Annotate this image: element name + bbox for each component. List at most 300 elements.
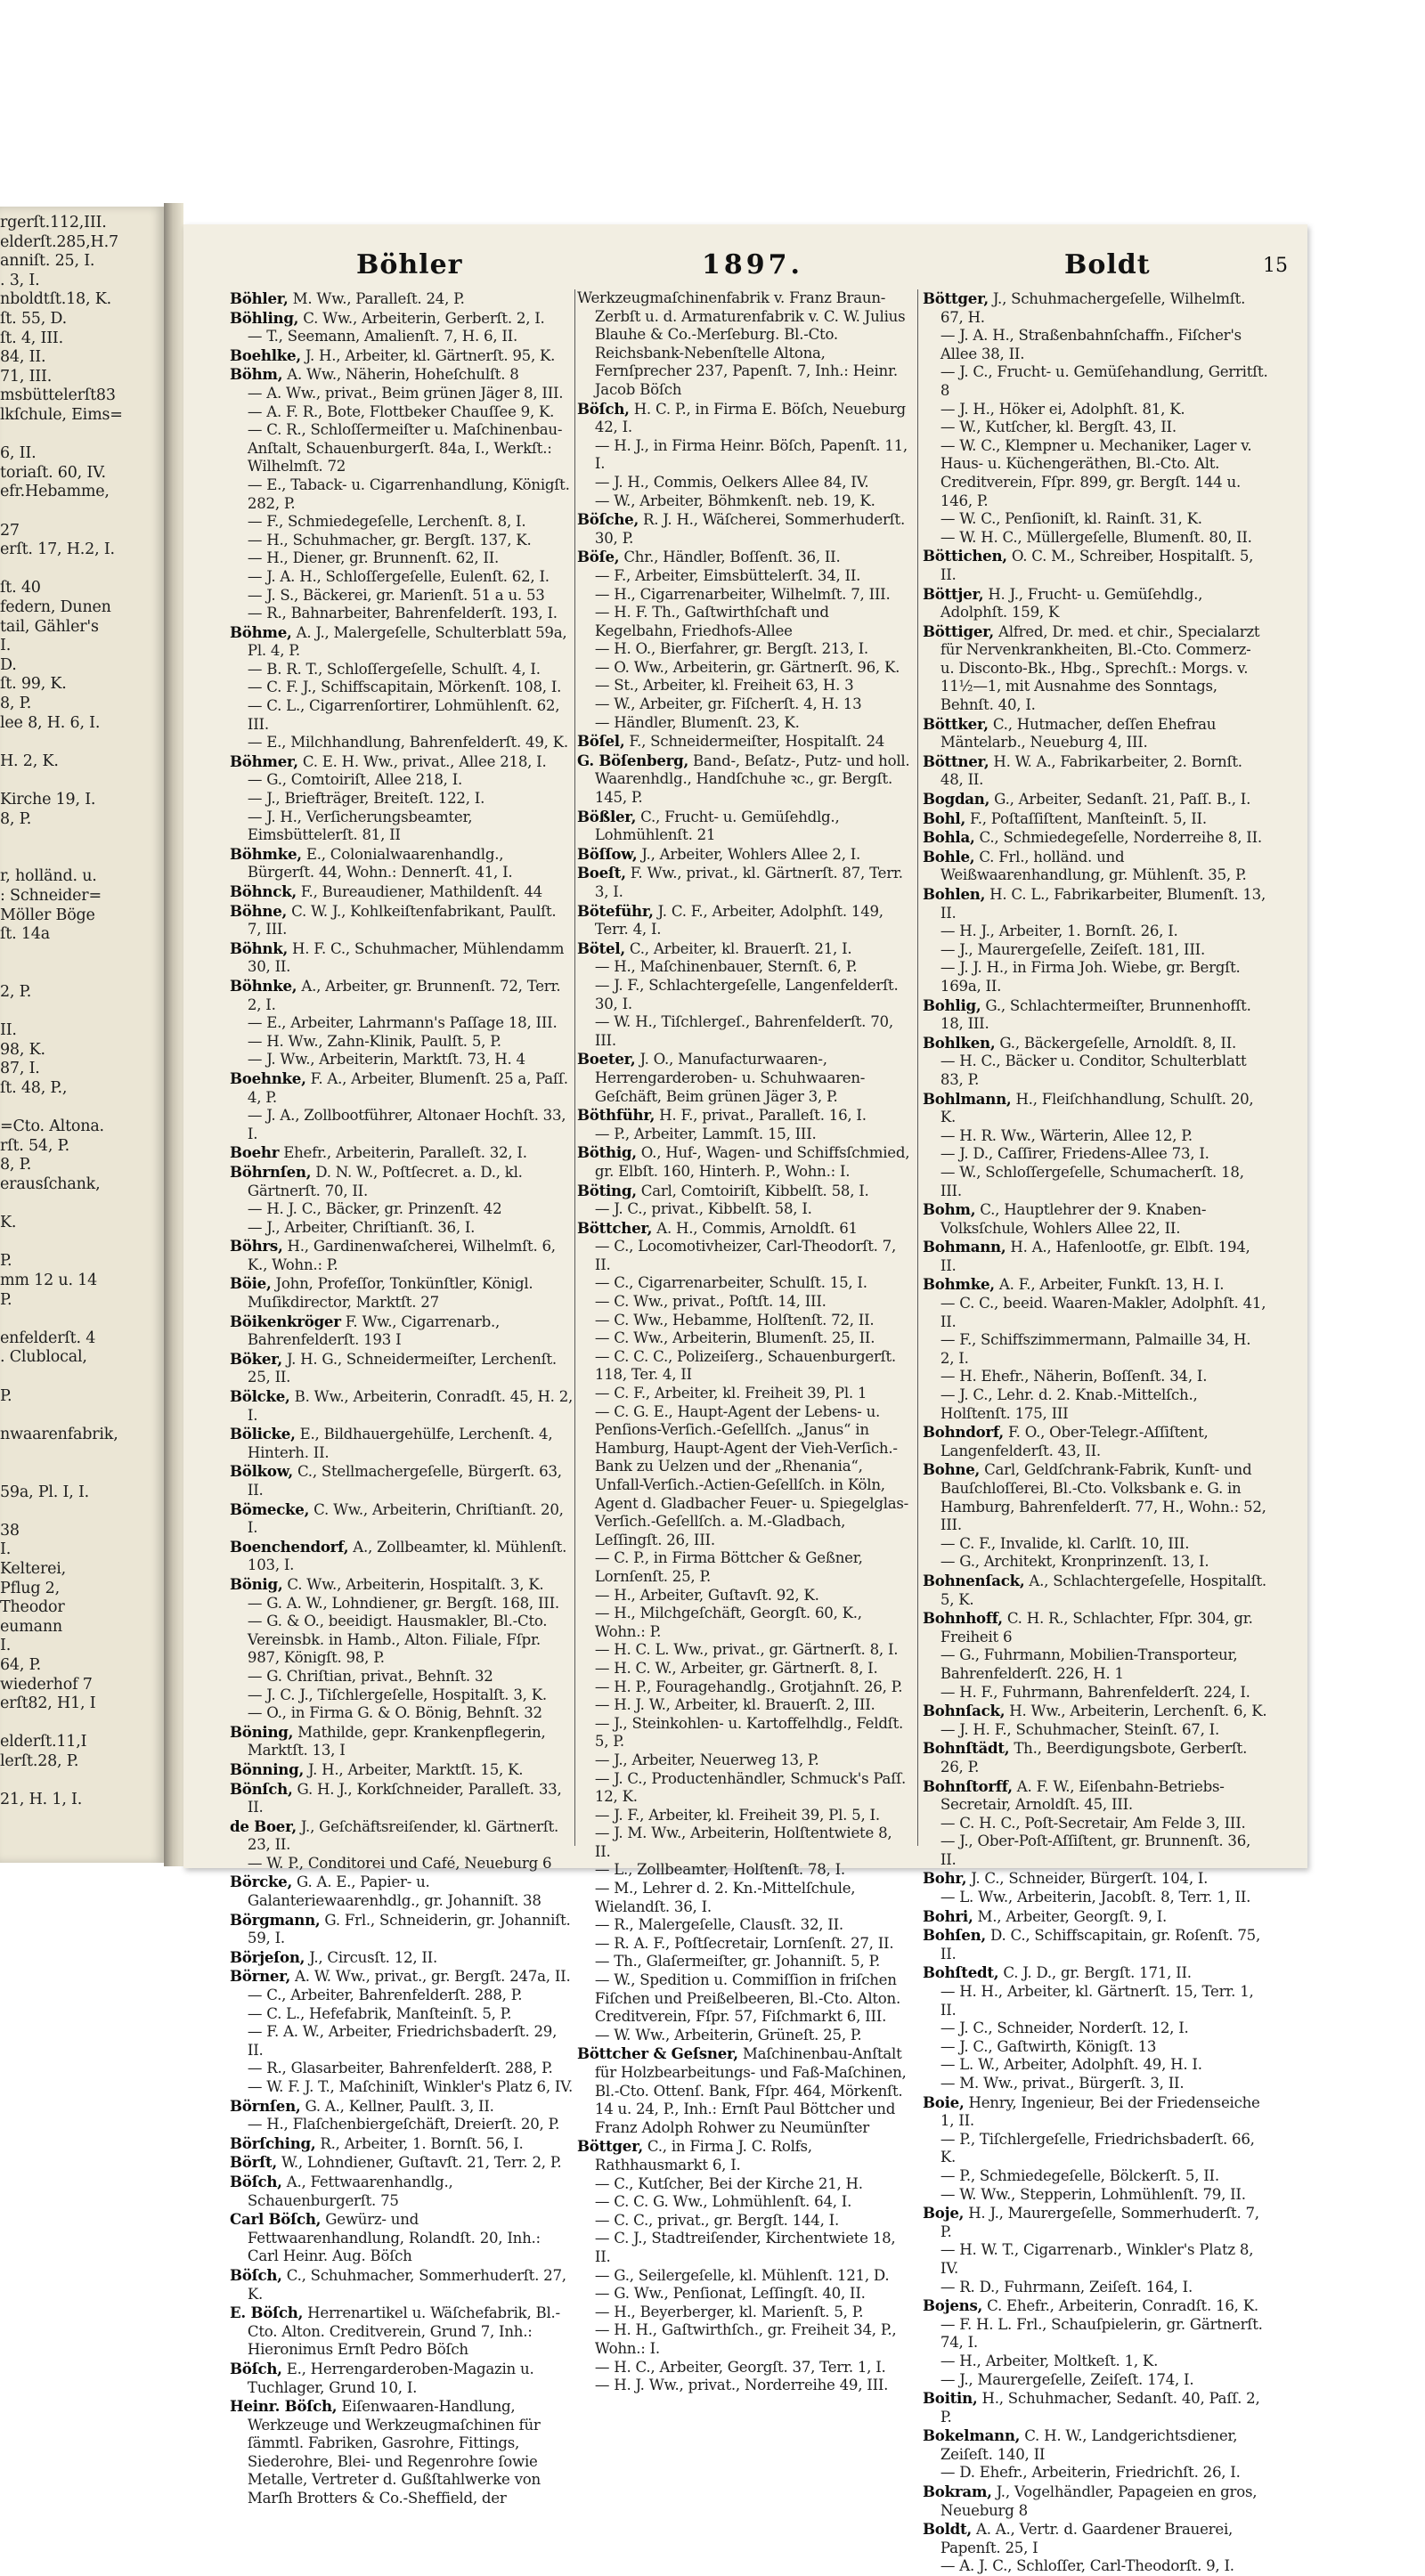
fragment-line: rgerſt.112,III. xyxy=(0,214,107,232)
directory-entry xyxy=(923,2093,1268,2205)
directory-entry xyxy=(230,1817,574,1873)
directory-entry xyxy=(230,2173,574,2210)
entry-surname: Heinr. Böſch, xyxy=(230,2397,338,2416)
fragment-line: ſt. 48, P., xyxy=(0,1079,68,1097)
directory-entry xyxy=(577,732,910,752)
entry-surname: Böhne, xyxy=(230,901,288,920)
directory-entry xyxy=(923,1460,1268,1572)
entry-surname: Bojens, xyxy=(923,2296,983,2315)
entry-surname: Bohr, xyxy=(923,1869,967,1888)
entry-details: C. Frl., holländ. und Weißwaarenhandlung, gr. Mühlenſt. 35, P. xyxy=(940,848,1247,884)
directory-entry xyxy=(923,996,1268,1034)
directory-entry xyxy=(230,2266,574,2304)
entry-details: C. J. D., gr. Bergſt. 171, II. — H. H., Arbeiter, kl. Gärtnerſt. 15, Terr. 1, II. — J. C., Schneider, Norderſt. 12, I. — J. C., Gaſtwirth, Königſt. 13 — L. W., Arbeiter, Adolphſt. 49, H. I. — M. Ww., privat., Bürgerſt. 3, II. xyxy=(940,1964,1254,2092)
entry-details: G. Frl., Schneiderin, gr. Johanniſt. 59, I. xyxy=(247,1911,571,1947)
entry-details: J., Arbeiter, Wohlers Allee 2, I. xyxy=(637,845,861,863)
directory-entry xyxy=(923,289,1268,547)
entry-details: D. C., Schiffscapitain, gr. Roſenſt. 75, II. xyxy=(940,1927,1261,1962)
directory-entry xyxy=(577,1143,910,1181)
entry-details: Werkzeugmaſchinenfabrik v. Franz Braun-Zerbſt u. d. Armaturenfabrik v. C. W. Julius Blauhe & Co.-Merſeburg. Bl.-Cto. Reichsbank-Nebenſtelle Altona, Fernſprecher 237, Papenſt. 7, Inh.: Heinr. Jacob Böſch xyxy=(577,289,906,398)
entry-details: M., Arbeiter, Georgſt. 9, I. xyxy=(973,1907,1168,1925)
entry-details: Carl, Geldſchrank-Fabrik, Kunſt- und Bauſchloſſerei, Bl.-Cto. Volksbank e. G. in Hamburg, Bahrenfelderſt. 77, H., Wohn.: 52, III. — C. F., Invalide, kl. Carlſt. 10, III. — G., Architekt, Kronprinzenſt. 13, I. xyxy=(940,1461,1266,1571)
entry-details: G. H. J., Korkſchneider, Paralleſt. 33, II. xyxy=(247,1780,562,1816)
entry-details: H. A., Hafenlootſe, gr. Elbſt. 194, II. xyxy=(940,1239,1250,1274)
directory-entry xyxy=(230,365,574,622)
directory-entry xyxy=(230,1425,574,1462)
fragment-line: 6, II. xyxy=(0,444,37,463)
entry-details: C., Hutmacher, deſſen Ehefrau Mäntelarb., Neueburg 4, III. xyxy=(940,715,1217,752)
entry-details: J. H. G., Schneidermeiſter, Lerchenſt. 25, II. xyxy=(247,1350,557,1386)
entry-surname: Böttiger, xyxy=(923,622,994,640)
fragment-line: Möller Böge xyxy=(0,906,95,924)
directory-entry xyxy=(923,585,1268,622)
entry-surname: Böſel, xyxy=(577,732,625,751)
entry-details: D. N. W., Poſtſecret. a. D., kl. Gärtnerſt. 70, II. — H. J. C., Bäcker, gr. Prinzenſt. 42 — J., Arbeiter, Chriſtianſt. 36, I. xyxy=(247,1163,523,1236)
directory-entry xyxy=(577,752,910,808)
directory-entry xyxy=(230,1911,574,1948)
entry-surname: Boldt, xyxy=(923,2520,972,2539)
entry-details: H. F. C., Schuhmacher, Mühlendamm 30, II. xyxy=(247,939,565,976)
entry-details: E., Herrengarderoben-Magazin u. Tuchlager, Grund 10, I. xyxy=(247,2360,534,2396)
directory-entry xyxy=(230,309,574,346)
directory-entry xyxy=(923,2520,1268,2576)
directory-entry xyxy=(923,2204,1268,2296)
entry-details: G., Schlachtermeiſter, Brunnenhofſt. 18, III. xyxy=(940,996,1251,1033)
fragment-line: P. xyxy=(0,1290,12,1309)
entry-details: A., Schlachtergeſelle, Hospitalſt. 5, K. xyxy=(940,1572,1266,1608)
entry-details: Gewürz- und Fettwaarenhandlung, Rolandſt. 20, Inh.: Carl Heinr. Aug. Böſch xyxy=(247,2211,541,2265)
entry-surname: Böhmer, xyxy=(230,752,298,770)
directory-entry xyxy=(923,2426,1268,2483)
directory-entry xyxy=(923,1423,1268,1460)
entry-surname: Bößler, xyxy=(577,807,637,825)
entry-surname: Boehlke, xyxy=(230,345,301,364)
entry-surname: Böhling, xyxy=(230,308,299,327)
directory-entry xyxy=(230,1780,574,1817)
entry-surname: Bohnſtorff, xyxy=(923,1776,1013,1795)
directory-column-1 xyxy=(230,289,574,2507)
entry-surname: Bohlen, xyxy=(923,885,986,903)
directory-entry xyxy=(230,2134,574,2154)
entry-surname: Bohmann, xyxy=(923,1238,1006,1256)
entry-details: C., Stellmachergeſelle, Bürgerſt. 63, II. xyxy=(247,1463,562,1499)
entry-surname: Bohnenſack, xyxy=(923,1571,1025,1589)
header-left-keyword: Böhler xyxy=(356,249,463,280)
fragment-line: K. xyxy=(0,1214,17,1232)
entry-surname: Bohnhoff, xyxy=(923,1609,1003,1628)
entry-surname: G. Böſenberg, xyxy=(577,751,689,769)
entry-surname: Böſe, xyxy=(577,548,620,566)
directory-entry xyxy=(577,289,910,400)
directory-entry xyxy=(923,790,1268,809)
entry-surname: Böteführ, xyxy=(577,901,654,920)
directory-entry xyxy=(230,2397,574,2508)
fragment-line: rſt. 54, P. xyxy=(0,1136,69,1155)
fragment-line: enfelderſt. 4 xyxy=(0,1329,96,1347)
entry-details: Mathilde, gepr. Krankenpflegerin, Marktſt. 13, I xyxy=(247,1723,546,1759)
directory-entry xyxy=(923,809,1268,829)
fragment-line: anniſt. 25, I. xyxy=(0,252,95,271)
entry-details: Band-, Beſatz-, Putz- und holl. Waarenhdlg., Handſchuhe ꝛc., gr. Bergſt. 145, P. xyxy=(594,752,910,807)
entry-surname: Bötel, xyxy=(577,939,625,957)
directory-entry xyxy=(923,1090,1268,1201)
directory-entry xyxy=(923,1034,1268,1090)
entry-details: H. C. P., in Firma E. Böſch, Neueburg 42, I. — H. J., in Firma Heinr. Böſch, Papenſt. 11, I. — J. H., Commis, Oelkers Allee 84, IV. — W., Arbeiter, Böhmkenſt. neb. 19, K. xyxy=(594,400,908,509)
directory-entry xyxy=(230,882,574,902)
directory-entry xyxy=(923,547,1268,584)
fragment-line: elderſt.285,H.7 xyxy=(0,232,118,251)
entry-surname: Böker, xyxy=(230,1349,282,1368)
directory-entry xyxy=(230,289,574,309)
fragment-line: I. xyxy=(0,637,12,655)
entry-details: J., Vogelhändler, Papageien en gros, Neueburg 8 xyxy=(940,2483,1258,2519)
entry-surname: Bohla, xyxy=(923,828,975,847)
entry-surname: Carl Böſch, xyxy=(230,2210,322,2229)
directory-entry xyxy=(230,1143,574,1163)
entry-surname: Boehr xyxy=(230,1143,280,1162)
directory-entry xyxy=(923,1572,1268,1609)
directory-entry xyxy=(577,902,910,939)
column-divider xyxy=(574,289,575,1846)
entry-details: F., Poſtaſſiſtent, Manſteinſt. 5, II. xyxy=(965,809,1207,827)
entry-surname: Boie, xyxy=(923,2092,965,2111)
directory-entry xyxy=(230,752,574,845)
facing-page-fragment xyxy=(0,207,164,1863)
entry-details: C. E. H. Ww., privat., Allee 218, I. — G., Comtoiriſt, Allee 218, I. — J., Briefträger, Breiteſt. 122, I. — J. H., Verſicherungsbeamter, Eimsbüttelerſt. 81, II xyxy=(247,752,547,844)
entry-surname: Böhrs, xyxy=(230,1237,283,1255)
fragment-line: ſt. 14a xyxy=(0,925,50,944)
entry-details: O. C. M., Schreiber, Hospitalſt. 5, II. xyxy=(940,548,1254,583)
entry-surname: Böikenkröger xyxy=(230,1312,341,1330)
entry-surname: Bönning, xyxy=(230,1759,304,1778)
entry-details: J. H., Arbeiter, kl. Gärtnerſt. 95, K. xyxy=(300,346,556,364)
entry-details: H., Gardinenwaſcherei, Wilhelmſt. 6, K., Wohn.: P. xyxy=(247,1238,556,1273)
directory-entry xyxy=(923,1869,1268,1906)
entry-details: J. C., Schneider, Bürgerſt. 104, I. — L. Ww., Arbeiterin, Jacobſt. 8, Terr. 1, II. xyxy=(940,1870,1251,1906)
entry-surname: Bönig, xyxy=(230,1574,283,1593)
directory-entry xyxy=(923,2389,1268,2426)
entry-details: C. Ww., Arbeiterin, Chriſtianſt. 20, I. xyxy=(247,1500,564,1537)
entry-details: W., Lohndiener, Guſtavſt. 21, Terr. 2, P. xyxy=(276,2154,562,2172)
directory-entry xyxy=(230,1967,574,2096)
entry-details: J. C. F., Arbeiter, Adolphſt. 149, Terr. 4, I. xyxy=(594,902,884,939)
directory-entry xyxy=(577,1050,910,1106)
entry-details: A. F. W., Eiſenbahn-Betriebs-Secretair, Arnoldſt. 45, III. — C. H. C., Poſt-Secretair, Am Felde 3, III. — J., Ober-Poſt-Aſſiſtent, gr. Brunnenſt. 36, II. xyxy=(940,1777,1251,1868)
fragment-line: lee 8, H. 6, I. xyxy=(0,713,101,732)
fragment-line: 98, K. xyxy=(0,1040,45,1059)
entry-surname: de Boer, xyxy=(230,1816,297,1835)
entry-surname: Bohnſack, xyxy=(923,1702,1006,1720)
fragment-line: lkſchule, Eims= xyxy=(0,406,123,424)
fragment-line: ſt. 40 xyxy=(0,579,41,597)
entry-surname: Böhnke, xyxy=(230,976,297,995)
directory-entry xyxy=(230,1069,574,1143)
fragment-line: 8, P. xyxy=(0,1156,32,1174)
directory-entry xyxy=(923,2296,1268,2389)
entry-details: F., Schneidermeiſter, Hospitalſt. 24 xyxy=(624,733,885,751)
directory-entry xyxy=(923,1200,1268,1238)
entry-surname: Bohmke, xyxy=(923,1275,995,1294)
directory-entry xyxy=(230,2097,574,2134)
fragment-line: . 3, I. xyxy=(0,271,40,289)
entry-surname: Bokram, xyxy=(923,2483,992,2501)
fragment-line: =Cto. Altona. xyxy=(0,1117,104,1136)
directory-entry xyxy=(230,2360,574,2397)
fragment-line: nboldtſt.18, K. xyxy=(0,290,111,309)
directory-entry xyxy=(230,1237,574,1274)
directory-entry xyxy=(923,885,1268,996)
header-year: 1897. xyxy=(702,249,803,280)
directory-entry xyxy=(230,1500,574,1538)
entry-surname: Böhrnſen, xyxy=(230,1162,312,1181)
fragment-line: H. 2, K. xyxy=(0,752,59,770)
entry-surname: Böſch, xyxy=(230,2359,282,2377)
fragment-line: Pflug 2, xyxy=(0,1579,60,1597)
entry-details: A., Zollbeamter, kl. Mühlenſt. 103, I. xyxy=(247,1538,567,1574)
entry-surname: Börſt, xyxy=(230,2153,277,2172)
entry-surname: Bölcke, xyxy=(230,1387,290,1406)
directory-entry xyxy=(923,1907,1268,1927)
fragment-line: ſt. 55, D. xyxy=(0,310,67,328)
fragment-line: eumann xyxy=(0,1617,62,1636)
fragment-line: . Clublocal, xyxy=(0,1348,87,1367)
entry-surname: Böting, xyxy=(577,1181,637,1199)
entry-details: H., Schuhmacher, Sedanſt. 40, Paſſ. 2, P. xyxy=(940,2390,1260,2426)
fragment-line: Kelterei, xyxy=(0,1560,67,1578)
directory-entry xyxy=(230,2153,574,2173)
directory-entry xyxy=(577,548,910,732)
entry-surname: Böſch, xyxy=(230,2172,282,2190)
entry-details: H. J., Frucht- u. Gemüſehdlg., Adolphſt. 159, K xyxy=(940,585,1203,622)
directory-entry xyxy=(230,1312,574,1350)
directory-entry xyxy=(230,1163,574,1237)
column-divider xyxy=(917,289,918,1846)
directory-entry xyxy=(230,1575,574,1723)
entry-surname: Böhmke, xyxy=(230,844,302,863)
directory-entry xyxy=(923,622,1268,715)
entry-surname: Boeſt, xyxy=(577,864,626,882)
entry-details: R. J. H., Wäſcherei, Sommerhuderſt. 30, P. xyxy=(594,511,905,547)
entry-details: A. J., Malergeſelle, Schulterblatt 59a, Pl. 4, P. — B. R. T., Schloſſergeſelle, Schulſt. 4, I. — C. F. J., Schiffscapitain, Mörkenſt. 108, I. — C. L., Cigarrenſortirer, Lohmühlenſt. 62, III. — E., Milchhandlung, Bahrenfelderſt. 49, K. xyxy=(247,623,568,752)
fragment-line: 8, P. xyxy=(0,809,32,828)
directory-entry xyxy=(923,715,1268,752)
fragment-line: ſt. 4, III. xyxy=(0,329,63,347)
fragment-line: erſt82, H1, I xyxy=(0,1694,96,1713)
fragment-line: Kirche 19, I. xyxy=(0,791,96,809)
entry-details: Th., Beerdigungsbote, Gerberſt. 26, P. xyxy=(940,1740,1248,1776)
directory-entry xyxy=(923,1275,1268,1423)
entry-surname: Börſching, xyxy=(230,2133,316,2152)
fragment-line: mm 12 u. 14 xyxy=(0,1272,98,1289)
directory-entry xyxy=(230,845,574,882)
fragment-line: tail, Gähler's xyxy=(0,617,99,636)
entry-surname: Böſche, xyxy=(577,510,639,529)
entry-surname: Boenchendorf, xyxy=(230,1537,349,1556)
entry-details: C., Schuhmacher, Sommerhuderſt. 27, K. xyxy=(247,2266,566,2303)
directory-entry xyxy=(577,864,910,901)
fragment-line: 21, H. 1, I. xyxy=(0,1791,83,1809)
entry-surname: Böhnk, xyxy=(230,939,288,957)
entry-details: F. O., Ober-Telegr.-Aſſiſtent, Langenfelderſt. 43, II. xyxy=(940,1424,1209,1459)
directory-entry xyxy=(923,1238,1268,1275)
fragment-line: II. xyxy=(0,1021,17,1040)
fragment-line: D. xyxy=(0,655,17,674)
directory-entry xyxy=(923,828,1268,848)
entry-surname: Börgmann, xyxy=(230,1910,321,1929)
entry-details: John, Profeſſor, Tonkünſtler, Königl. Muſikdirector, Marktſt. 27 xyxy=(247,1275,533,1312)
fragment-line: r, holländ. u. xyxy=(0,867,97,886)
directory-entry xyxy=(577,808,910,845)
fragment-line: 59a, Pl. I, I. xyxy=(0,1483,90,1501)
directory-column-2 xyxy=(577,289,910,2394)
entry-surname: Böthig, xyxy=(577,1143,637,1162)
directory-entry xyxy=(230,346,574,366)
entry-surname: Boehnke, xyxy=(230,1069,306,1087)
directory-entry xyxy=(577,2137,910,2394)
entry-surname: Bogdan, xyxy=(923,790,990,809)
entry-details: J., Schuhmachergeſelle, Wilhelmſt. 67, H. — J. A. H., Straßenbahnſchaffn., Fiſcher's Allee 38, II. — J. C., Frucht- u. Gemüſehandlung, Gerritſt. 8 — J. H., Höker ei, Adolphſt. 81, K. — W., Kutſcher, kl. Bergſt. 43, II. — W. C., Klempner u. Mechaniker, Lager v. Haus- u. Küchengeräthen, Bl.-Cto. Alt. Creditverein, Fſpr. 899, gr. Bergſt. 144 u. 146, P. — W. C., Penſioniſt, kl. Rainſt. 31, K. — W. H. C., Müllergeſelle, Blumenſt. 80, II. xyxy=(940,290,1268,546)
directory-entry xyxy=(230,1760,574,1780)
entry-details: F. A., Arbeiter, Blumenſt. 25 a, Paſſ. 4, P. — J. A., Zollbootführer, Altonaer Hochſt. 33, I. xyxy=(247,1069,568,1142)
directory-entry xyxy=(230,1723,574,1760)
directory-entry xyxy=(923,1739,1268,1776)
entry-surname: Bönſch, xyxy=(230,1779,293,1798)
fragment-line: 84, II. xyxy=(0,348,46,367)
entry-details: Alfred, Dr. med. et chir., Specialarzt für Nervenkrankheiten, Bl.-Cto. Commerz- u. Discontо-Bk., Hbg., Sprechſt.: Morgs. v. 11½—1, mit Ausnahme des Sonntags, Behnſt. 40, I. xyxy=(940,622,1260,714)
entry-surname: Bohlken, xyxy=(923,1033,996,1052)
entry-surname: Börnſen, xyxy=(230,2096,301,2115)
entry-surname: Bohlmann, xyxy=(923,1089,1012,1108)
directory-entry xyxy=(230,2210,574,2266)
entry-details: C. Ww., Arbeiterin, Gerberſt. 2, I. — T., Seemann, Amalienſt. 7, H. 6, II. xyxy=(247,309,545,345)
entry-surname: Bohle, xyxy=(923,847,975,865)
entry-surname: Böhnck, xyxy=(230,882,297,900)
entry-details: E., Bildhauergehülfe, Lerchenſt. 4, Hinterh. II. xyxy=(247,1426,553,1461)
entry-surname: Böhme, xyxy=(230,622,292,641)
entry-surname: Böttker, xyxy=(923,714,989,733)
entry-details: A. A., Vertr. d. Gaardener Brauerei, Papenſt. 25, I — A. J. C., Schloſſer, Carl-Theodorſt. 9, I. xyxy=(940,2521,1234,2575)
fragment-line: nwaarenfabrik, xyxy=(0,1425,118,1443)
entry-details: Eiſenwaaren-Handlung, Werkzeuge und Werkzeugmaſchinen für ſämmtl. Fabriken, Gasrohre, Fittings, Siederohre, Blei- und Regenrohre ſowie Metalle, Vertreter d. Gußſtahlwerke von Marſh Brotters & Co.-Sheffield, der xyxy=(247,2398,541,2507)
entry-details: C. H. R., Schlachter, Fſpr. 304, gr. Freiheit 6 — G., Fuhrmann, Mobilien-Transporteur, Bahrenfelderſt. 226, H. 1 — H. F., Fuhrmann, Bahrenfelderſt. 224, I. xyxy=(940,1610,1253,1701)
entry-details: C., Hauptlehrer der 9. Knaben-Volksſchule, Wohlers Allee 22, II. xyxy=(940,1201,1207,1237)
fragment-line: toriaſt. 60, IV. xyxy=(0,463,106,482)
entry-surname: Bokelmann, xyxy=(923,2426,1021,2445)
entry-details: C., Arbeiter, kl. Brauerſt. 21, I. — H., Maſchinenbauer, Sternſt. 6, P. — J. F., Schlachtergeſelle, Langenfelderſt. 30, I. — W. H., Tiſchlergeſ., Bahrenfelderſt. 70, III. xyxy=(594,939,899,1049)
directory-entry xyxy=(577,400,910,511)
entry-details: M. Ww., Paralleſt. 24, P. xyxy=(288,290,465,307)
fragment-line: I. xyxy=(0,1637,12,1655)
directory-entry xyxy=(577,510,910,548)
entry-surname: Bohne, xyxy=(923,1460,981,1479)
entry-details: Maſchinenbau-Anſtalt für Holzbearbeitungs- und Faß-Maſchinen, Bl.-Cto. Ottenſ. Bank, Fſpr. 464, Mörkenſt. 14 u. 24, P., Inh.: Ernſt Paul Böttcher und Franz Adolph Rohwer zu Neumünſter xyxy=(594,2045,907,2136)
entry-surname: Boitin, xyxy=(923,2389,978,2408)
directory-entry xyxy=(230,1538,574,1575)
entry-details: H. F., privat., Paralleſt. 16, I. — P., Arbeiter, Lammſt. 15, III. xyxy=(594,1107,867,1142)
entry-surname: Böhler, xyxy=(230,289,289,307)
entry-surname: Böttcher, xyxy=(577,1218,653,1237)
entry-surname: Bohnſtädt, xyxy=(923,1739,1010,1758)
entry-details: A., Arbeiter, gr. Brunnenſt. 72, Terr. 2, I. — E., Arbeiter, Lahrmann's Paſſage 18, III. — H. Ww., Zahn-Klinik, Paulſt. 5, P. — J. Ww., Arbeiterin, Marktſt. 73, H. 4 xyxy=(247,977,561,1069)
directory-entry xyxy=(923,848,1268,885)
entry-surname: Böttcher & Geſsner, xyxy=(577,2044,738,2063)
fragment-line: 2, P. xyxy=(0,983,32,1001)
directory-entry xyxy=(230,1350,574,1387)
fragment-line: erausſchank, xyxy=(0,1175,101,1193)
entry-details: A., Fettwaarenhandlg., Schauenburgerſt. 75 xyxy=(247,2173,453,2209)
directory-entry xyxy=(230,1873,574,1910)
entry-details: Henry, Ingenieur, Bei der Friedenseiche 1, II. — P., Tiſchlergeſelle, Friedrichsbaderſt. 66, K. — P., Schmiedegeſelle, Bölckerſt. 5, II. — W. Ww., Stepperin, Lohmühlenſt. 79, II. xyxy=(940,2093,1260,2203)
entry-surname: Böthführ, xyxy=(577,1106,656,1125)
entry-details: C. H. W., Landgerichtsdiener, Zeiſeſt. 140, II — D. Ehefr., Arbeiterin, Friedrichſt. 26, I. xyxy=(940,2427,1241,2482)
directory-entry xyxy=(923,1609,1268,1702)
entry-surname: Bohndorf, xyxy=(923,1423,1004,1442)
entry-details: J., Geſchäftsreiſender, kl. Gärtnerſt. 23, II. — W. P., Conditorei und Café, Neueburg 6 xyxy=(247,1817,559,1872)
entry-surname: Böhm, xyxy=(230,365,283,384)
entry-surname: Böſch, xyxy=(577,399,630,418)
fragment-line: 71, III. xyxy=(0,367,53,386)
directory-entry xyxy=(577,2044,910,2137)
entry-surname: Bölicke, xyxy=(230,1425,296,1443)
entry-details: G., Bäckergeſelle, Arnoldſt. 8, II. — H. C., Bäcker u. Conditor, Schulterblatt 83, P. xyxy=(940,1034,1247,1088)
fragment-line: lerſt.28, P. xyxy=(0,1752,79,1770)
directory-entry xyxy=(923,1926,1268,1963)
entry-details: G., Arbeiter, Sedanſt. 21, Paſſ. B., I. xyxy=(989,791,1251,809)
directory-entry xyxy=(577,1182,910,1219)
entry-surname: Bohſen, xyxy=(923,1926,986,1945)
entry-details: F. Ww., privat., kl. Gärtnerſt. 87, Terr. 3, I. xyxy=(594,865,903,900)
entry-details: C. Ww., Arbeiterin, Hospitalſt. 3, K. — G. A. W., Lohndiener, gr. Bergſt. 168, III. — G. & O., beeidigt. Hausmakler, Bl.-Cto. Vereinsbk. in Hamb., Alton. Filiale, Fſpr. 987, Königſt. 98, P. — G. Chriſtian, privat., Behnſt. 32 — J. C. J., Tiſchlergeſelle, Hospitalſt. 3, K. — O., in Firma G. & O. Bönig, Behnſt. 32 xyxy=(247,1575,559,1722)
entry-details: Herrenartikel u. Wäſchefabrik, Bl.-Cto. Alton. Creditverein, Grund 7, Inh.: Hieronimus Ernſt Pedro Böſch xyxy=(247,2304,560,2359)
entry-details: E., Colonialwaarenhandlg., Bürgerſt. 44, Wohn.: Dennerſt. 41, I. xyxy=(247,845,513,882)
directory-entry xyxy=(230,1948,574,1968)
entry-surname: Bohm, xyxy=(923,1200,976,1219)
entry-surname: Bömecke, xyxy=(230,1499,310,1518)
entry-details: A. W. Ww., privat., gr. Bergſt. 247a, II. — C., Arbeiter, Bahrenfelderſt. 288, P. — C. L., Hefefabrik, Manſteinſt. 5, P. — F. A. W., Arbeiter, Friedrichsbaderſt. 29, II. — R., Glasarbeiter, Bahrenfelderſt. 288, P. — W. F. J. T., Maſchiniſt, Winkler's Platz 6, IV. xyxy=(247,1968,574,2095)
directory-entry xyxy=(923,1702,1268,1739)
entry-surname: Böttichen, xyxy=(923,547,1007,565)
fragment-line: P. xyxy=(0,1252,12,1271)
entry-details: C., Frucht- u. Gemüſehdlg., Lohmühlenſt. 21 xyxy=(594,808,840,844)
entry-surname: Börner, xyxy=(230,1967,291,1986)
directory-entry xyxy=(577,939,910,1051)
entry-surname: Böttger, xyxy=(577,2137,643,2156)
entry-details: J., Circusſt. 12, II. xyxy=(305,1948,438,1966)
entry-surname: Bohſtedt, xyxy=(923,1963,999,1982)
entry-details: F. Ww., Cigarrenarb., Bahrenfelderſt. 193 I xyxy=(247,1312,500,1349)
directory-entry xyxy=(230,902,574,939)
entry-surname: Böttger, xyxy=(923,289,989,307)
entry-surname: Böſſow, xyxy=(577,844,638,863)
fragment-line: ſt. 99, K. xyxy=(0,675,67,694)
entry-details: C., in Firma J. C. Rolfs, Rathhausmarkt 6, I. — C., Kutſcher, Bei der Kirche 21, H. — C. C. G. Ww., Lohmühlenſt. 64, I. — C. C., privat., gr. Bergſt. 144, I. — C. J., Stadtreiſender, Kirchentwiete 18, II. — G., Seilergeſelle, kl. Mühlenſt. 121, D. — G. Ww., Penſionat, Leſſingſt. 40, II. — H., Beyerberger, kl. Marienſt. 5, P. — H. H., Gaſtwirthſch., gr. Freiheit 34, P., Wohn.: I. — H. C., Arbeiter, Georgſt. 37, Terr. 1, I. — H. J. Ww., privat., Norderreihe 49, III. xyxy=(594,2138,897,2394)
fragment-line: erſt. 17, H.2, I. xyxy=(0,540,115,559)
entry-details: H., Fleiſchhandlung, Schulſt. 20, K. — H. R. Ww., Wärterin, Allee 12, P. — J. D., Caſſirer, Friedens-Allee 73, I. — W., Schloſſergeſelle, Schumacherſt. 18, III. xyxy=(940,1090,1254,1199)
entry-details: A. F., Arbeiter, Funkſt. 13, H. I. — C. C., beeid. Waaren-Makler, Adolphſt. 41, II. — F., Schiffszimmermann, Palmaille 34, H. 2, I. — H. Ehefr., Näherin, Boſſenſt. 34, I. — J. C., Lehr. d. 2. Knab.-Mittelſch., Holſtenſt. 175, III xyxy=(940,1276,1266,1422)
fragment-line: Theodor xyxy=(0,1598,65,1617)
entry-surname: Bohri, xyxy=(923,1906,973,1925)
directory-entry xyxy=(923,2483,1268,2520)
entry-details: H. C. L., Fabrikarbeiter, Blumenſt. 13, II. — H. J., Arbeiter, 1. Bornſt. 26, I. — J., Maurergeſelle, Zeiſeſt. 181, III. — J. J. H., in Firma Joh. Wiebe, gr. Bergſt. 169a, II. xyxy=(940,886,1266,995)
entry-surname: Böſch, xyxy=(230,2265,282,2284)
entry-surname: Börjeſon, xyxy=(230,1947,305,1966)
directory-entry xyxy=(923,1777,1268,1870)
entry-surname: Böie, xyxy=(230,1274,272,1293)
entry-details: C. W. J., Kohlkeiſtenfabrikant, Paulſt. 7, III. xyxy=(247,902,557,939)
fragment-line: 27 xyxy=(0,521,20,540)
entry-details: H. Ww., Arbeiterin, Lerchenſt. 6, K. — J. H. F., Schuhmacher, Steinſt. 67, I. xyxy=(940,1702,1267,1738)
directory-entry xyxy=(230,623,574,752)
